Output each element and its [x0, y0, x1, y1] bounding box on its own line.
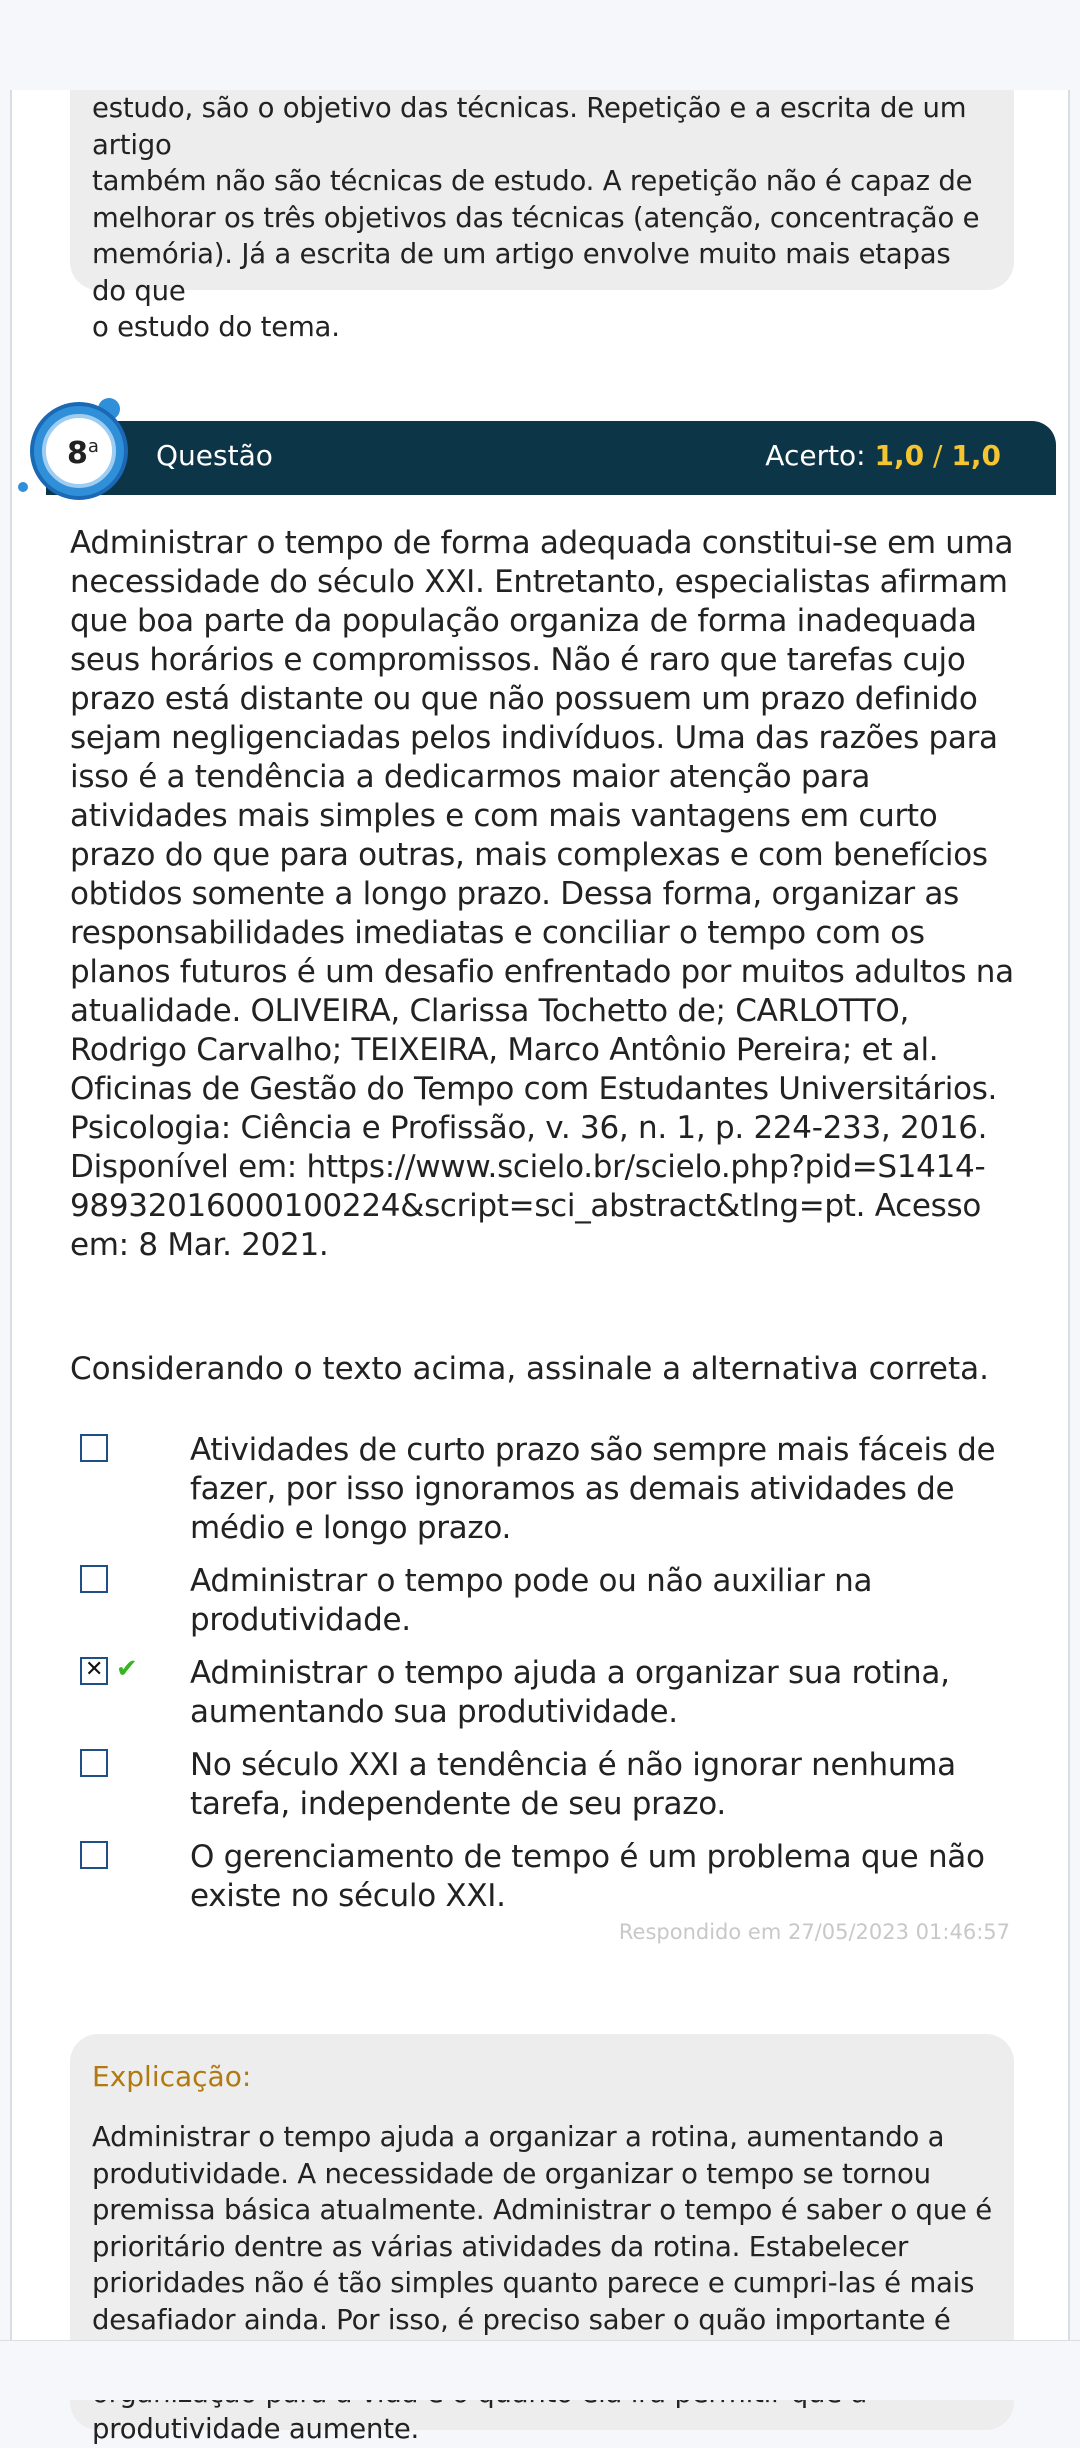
option-checkbox[interactable]	[80, 1841, 108, 1869]
correct-check-icon: ✔	[116, 1654, 138, 1684]
option-checkbox-checked[interactable]	[80, 1657, 108, 1685]
answer-options	[70, 1431, 1030, 1930]
answered-timestamp: Respondido em 27/05/2023 01:46:57	[618, 1920, 1010, 1944]
explanation-line: Administrar o tempo ajuda a organizar a rotina, aumentando a	[92, 2121, 945, 2153]
question-ordinal: a	[87, 436, 99, 457]
explanation-line: prioridades não é tão simples quanto parece e cumpri-las é mais	[92, 2267, 975, 2299]
prev-expl-line: melhorar os três objetivos das técnicas (atenção, concentração e	[92, 201, 980, 234]
question-header	[46, 421, 1056, 495]
score-label: Acerto:	[765, 439, 866, 472]
question-number: 8$^a$	[67, 436, 99, 471]
option-text: Administrar o tempo pode ou não auxiliar na produtividade.	[190, 1563, 873, 1638]
browser-top-bar	[0, 0, 1080, 90]
explanation-line: desafiador ainda. Por isso, é preciso saber o quão importante é	[92, 2303, 951, 2336]
answer-option-selected[interactable]	[70, 1654, 1030, 1732]
prev-expl-line: estudo, são o objetivo das técnicas. Repetição e a escrita de um artigo	[92, 92, 967, 161]
option-text: No século XXI a tendência é não ignorar nenhuma tarefa, independente de seu prazo.	[190, 1747, 956, 1822]
score-value: 1,0	[874, 439, 925, 472]
prev-expl-line: o estudo do tema.	[92, 311, 340, 343]
question-score	[765, 439, 1001, 472]
question-prompt: Considerando o texto acima, assinale a alternativa correta.	[70, 1351, 989, 1387]
previous-explanation-box	[70, 90, 1014, 343]
answer-option[interactable]	[70, 1562, 1030, 1640]
prev-expl-line: também não são técnicas de estudo. A repetição não é capaz de	[92, 165, 973, 197]
question-statement: Administrar o tempo de forma adequada constitui-se em uma necessidade do século XXI. Entretanto, especialistas afirmam que boa parte da população organiza de forma inadequada seus horários e compromissos. Não é raro que tarefas cujo prazo está distante ou que não possuem um prazo definido sejam negligenciadas pelos indivíduos. Uma das razões para isso é a tendência a dedicarmos maior atenção para atividades mais simples e com mais vantagens em curto prazo do que para outras, mais complexas e com benefícios obtidos somente a longo prazo. Dessa forma, organizar as responsabilidades imediatas e conciliar o tempo com os planos futuros é um desafio enfrentado por muitos adultos na atualidade. OLIVEIRA, Clarissa Tochetto de; CARLOTTO, Rodrigo Carvalho; TEIXEIRA, Marco Antônio Pereira; et al. Oficinas de Gestão do Tempo com Estudantes Universitários. Psicologia: Ciência e Profissão, v. 36, n. 1, p. 224-233, 2016. Disponível em: https://www.scielo.br/scielo.php?pid=S1414-98932016000100224&script=sci_abstract&tlng=pt. Acesso em: 8 Mar. 2021.	[70, 525, 1014, 1263]
option-checkbox[interactable]	[80, 1434, 108, 1462]
question-number-badge	[26, 398, 136, 508]
score-separator: /	[933, 439, 943, 472]
badge-decoration-dot	[18, 482, 28, 492]
option-text: O gerenciamento de tempo é um problema que não existe no século XXI.	[190, 1839, 985, 1914]
explanation-line: produtividade aumente.	[92, 2413, 420, 2445]
explanation-line: prioritário dentre as várias atividades da rotina. Estabelecer	[92, 2230, 909, 2263]
answer-option[interactable]	[70, 1838, 1030, 1916]
prev-expl-line: memória). Já a escrita de um artigo envolve muito mais etapas do que	[92, 238, 951, 307]
answer-option[interactable]	[70, 1431, 1030, 1548]
explanation-line: produtividade. A necessidade de organizar o tempo se tornou	[92, 2157, 931, 2190]
explanation-title: Explicação:	[92, 2060, 252, 2093]
option-text: Administrar o tempo ajuda a organizar sua rotina, aumentando sua produtividade.	[190, 1655, 950, 1730]
explanation-line: premissa básica atualmente. Administrar o tempo é saber o que é	[92, 2194, 992, 2226]
browser-bottom-bar	[0, 2340, 1080, 2400]
page-content	[10, 90, 1070, 2445]
option-checkbox[interactable]	[80, 1749, 108, 1777]
option-text: Atividades de curto prazo são sempre mais fáceis de fazer, por isso ignoramos as demais atividades de médio e longo prazo.	[190, 1432, 996, 1546]
score-total: 1,0	[951, 439, 1001, 472]
answer-option[interactable]	[70, 1746, 1030, 1824]
option-checkbox[interactable]	[80, 1565, 108, 1593]
question-label: Questão	[156, 439, 273, 472]
